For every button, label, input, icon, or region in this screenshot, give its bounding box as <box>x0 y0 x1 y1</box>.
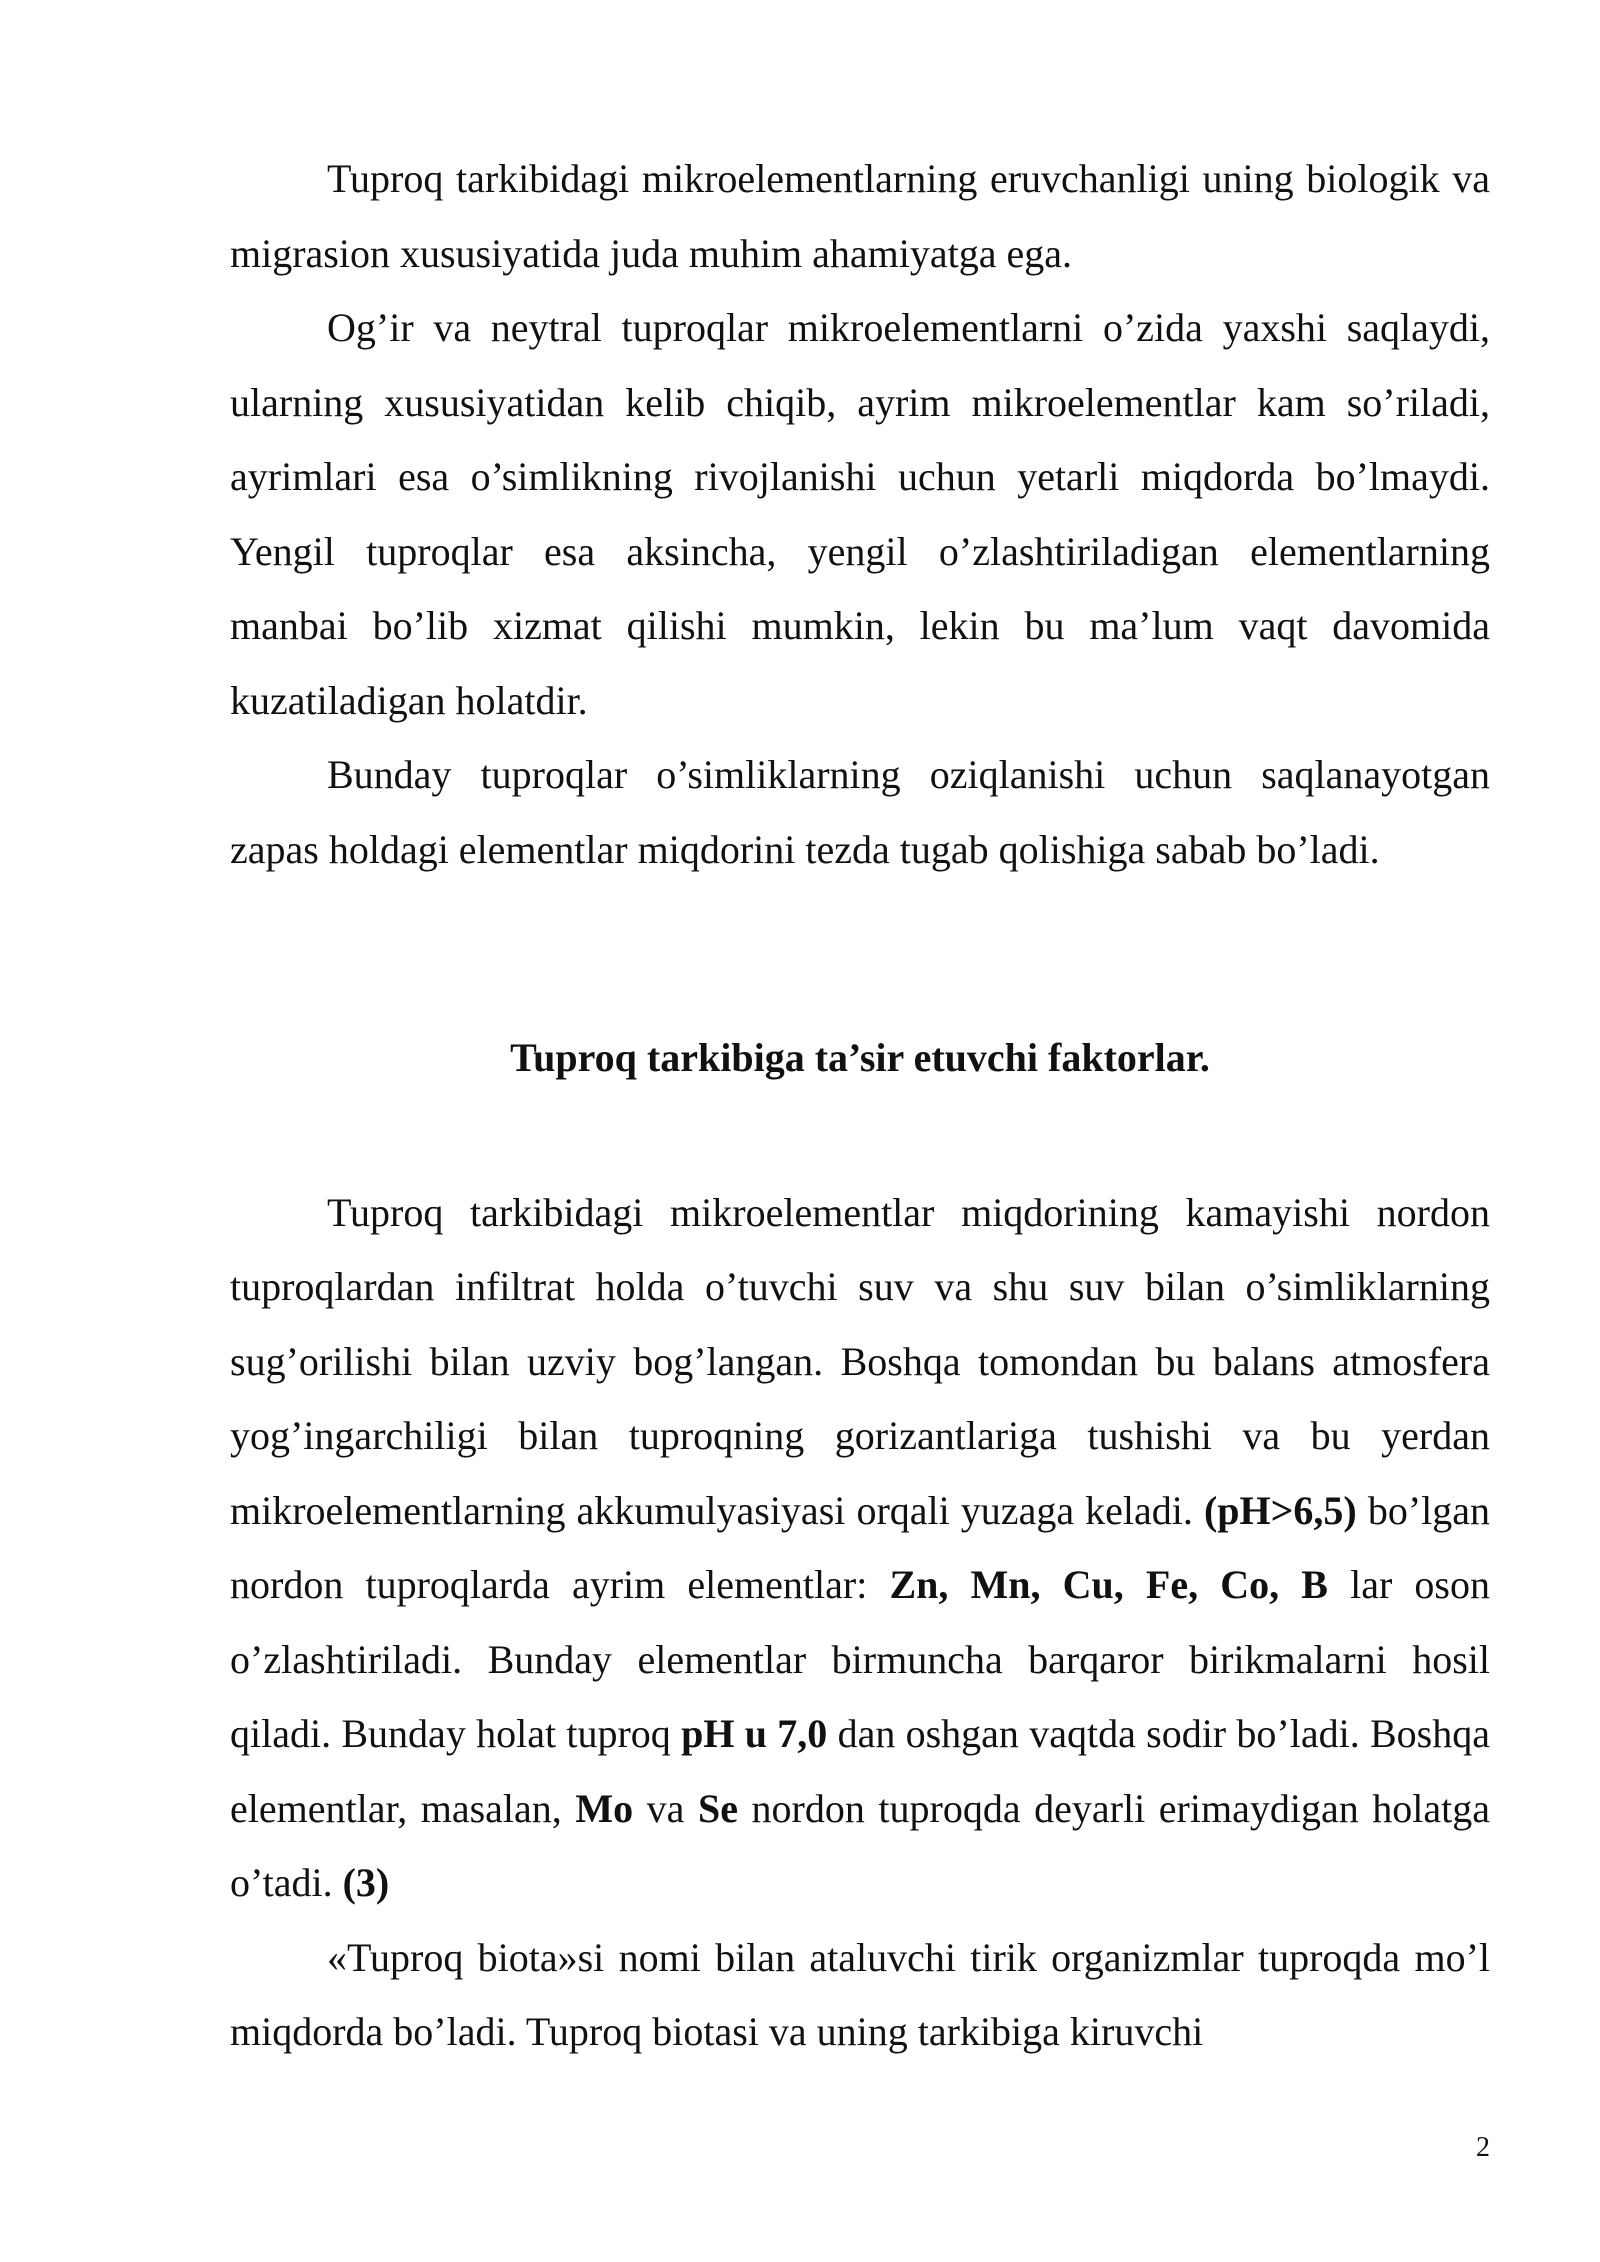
section-heading: Tuproq tarkibiga ta’sir etuvchi faktorlar. <box>510 1035 1210 1080</box>
paragraph-3: Bunday tuproqlar o’simliklarning oziqlanishi uchun saqlanayotgan zapas holdagi elementlar miqdorini tezda tugab qolishiga sabab bo’ladi. <box>230 752 1490 872</box>
spacer <box>230 887 1490 1021</box>
paragraph-4-text-3: lar oson o’zlashtiriladi. Bunday elementlar birmuncha barqaror birikmalarni hosil qiladi. Bunday holat tuproq <box>230 1562 1490 1756</box>
paragraph-4 <box>230 1176 1490 1921</box>
page-number: 2 <box>1476 2132 1490 2163</box>
ph-value-bold: pH u 7,0 <box>681 1711 828 1756</box>
paragraph-5: «Tuproq biota»si nomi bilan ataluvchi tirik organizmlar tuproqda mo’l miqdorda bo’ladi. Tuproq biotasi va uning tarkibiga kiruvchi <box>230 1934 1490 2054</box>
paragraph-4-text-6: nordon tuproqda deyarli erimaydigan holatga o’tadi. <box>230 1785 1490 1905</box>
element-se-bold: Se <box>698 1785 738 1831</box>
paragraph-4-text-1: Tuproq tarkibidagi mikroelementlar miqdorining kamayishi nordon tuproqlardan infiltrat holda o’tuvchi suv va shu suv bilan o’simliklarning sug’orilishi bilan uzviy bog’langan. Boshqa tomondan bu balans atmosfera yog’ingarchiligi bilan tuproqning gorizantlariga tushishi va bu yerdan mikroelementlarning akkumulyasiyasi orqali yuzaga keladi. <box>230 1189 1490 1533</box>
paragraph-4-text-4: dan oshgan vaqtda sodir bo’ladi. Boshqa elementlar, masalan, <box>230 1711 1490 1831</box>
paragraph-4-text-5: va <box>633 1785 698 1831</box>
reference-bold: (3) <box>342 1860 390 1905</box>
spacer <box>230 1096 1490 1176</box>
paragraph-2: Og’ir va neytral tuproqlar mikroelementlarni o’zida yaxshi saqlaydi, ularning xususiyatidan kelib chiqib, ayrim mikroelementlar kam so’riladi, ayrimlari esa o’simlikning rivojlanishi uchun yetarli miqdorda bo’lmaydi. Yengil tuproqlar esa aksincha, yengil o’zlashtiriladigan elementlarning manbai bo’lib xizmat qilishi mumkin, lekin bu ma’lum vaqt davomida kuzatiladigan holatdir. <box>230 305 1490 723</box>
element-mo-bold: Mo <box>575 1785 634 1831</box>
element-list-bold: Zn, Mn, Cu, Fe, Co, B <box>889 1562 1328 1607</box>
paragraph-1: Tuproq tarkibidagi mikroelementlarning eruvchanligi uning biologik va migrasion xususiyatida juda muhim ahamiyatga ega. <box>230 156 1490 276</box>
page-content <box>230 142 1490 2070</box>
ph-range-bold: (pH>6,5) <box>1203 1487 1357 1533</box>
paragraph-4-text-2: bo’lgan nordon tuproqlarda ayrim elementlar: <box>230 1487 1491 1607</box>
